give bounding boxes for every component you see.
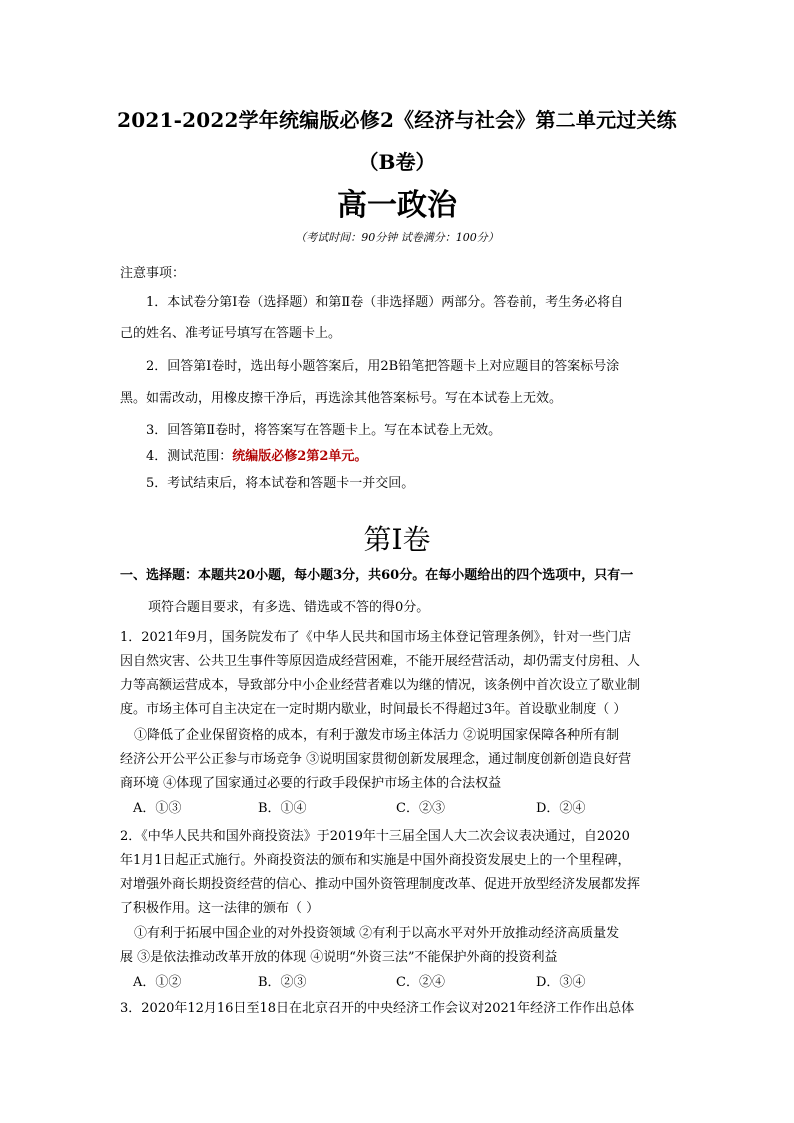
question-2-choice-b: B．②③ [258, 975, 307, 990]
note-4 [146, 445, 367, 464]
question-2-stem-line-1: 2．《中华人民共和国外商投资法》于2019年十三届全国人大二次会议表决通过，自2020 [120, 829, 630, 844]
question-1-statements-line-3: 商环境 ④体现了国家通过必要的行政手段保护市场主体的合法权益 [120, 776, 502, 791]
question-2-stem-line-2: 年1月1日起正式施行。外商投资法的颁布和实施是中国外商投资发展史上的一个里程碑， [120, 853, 631, 868]
question-1-stem-line-1: 1．2021年9月，国务院发布了《中华人民共和国市场主体登记管理条例》，针对一些门店 [120, 630, 632, 645]
question-2-statements-line-2: 展 ③是依法推动改革开放的体现 ④说明“外资三法”不能保护外商的投资利益 [120, 950, 558, 965]
note-1-line-1: 1．本试卷分第Ⅰ卷（选择题）和第Ⅱ卷（非选择题）两部分。答卷前，考生务必将自 [146, 295, 624, 310]
question-1-stem-line-3: 力等高额运营成本，导致部分中小企业经营者难以为继的情况，该条例中首次设立了歇业制 [120, 678, 641, 693]
notes-heading: 注意事项： [120, 266, 186, 281]
question-2-choice-c: C．②④ [396, 975, 445, 990]
note-5: 5．考试结束后，将本试卷和答题卡一并交回。 [146, 476, 415, 491]
note-1-line-2: 己的姓名、准考证号填写在答题卡上。 [120, 326, 342, 341]
part-title: 第Ⅰ卷 [363, 523, 431, 556]
question-2-choice-d: D．③④ [536, 975, 586, 990]
question-2-stem-line-4: 了积极作用。这一法律的颁布（ ） [120, 901, 320, 916]
section-instructions-line-1: 一、选择题：本题共20小题，每小题3分，共60分。在每小题给出的四个选项中，只有一 [120, 568, 634, 583]
question-1-choice-d: D．②④ [536, 801, 586, 816]
question-1-choice-b: B．①④ [258, 801, 307, 816]
question-1-stem-line-2: 因自然灾害、公共卫生事件等原因造成经营困难，不能开展经营活动，却仍需支付房租、人 [120, 654, 641, 669]
question-1-choice-c: C．②③ [396, 801, 445, 816]
question-2-choice-a: A．①② [133, 975, 182, 990]
subject-title: 高一政治 [337, 188, 457, 223]
question-1-statements-line-1: ①降低了企业保留资格的成本，有利于激发市场主体活力 ②说明国家保障各种所有制 [134, 728, 620, 743]
exam-title: 2021-2022学年统编版必修2《经济与社会》第二单元过关练 [117, 108, 677, 132]
exam-time-score: （考试时间：90分钟 试卷满分：100分） [295, 231, 499, 244]
section-instructions-line-2: 项符合题目要求，有多选、错选或不答的得0分。 [148, 600, 430, 615]
note-2-line-1: 2．回答第Ⅰ卷时，选出每小题答案后，用2B铅笔把答题卡上对应题目的答案标号涂 [146, 359, 620, 374]
test-scope: 统编版必修2第2单元。 [232, 449, 368, 464]
note-2-line-2: 黑。如需改动，用橡皮擦干净后，再选涂其他答案标号。写在本试卷上无效。 [120, 391, 563, 406]
question-1-choice-a: A．①③ [133, 801, 182, 816]
question-1-statements-line-2: 经济公开公平公正参与市场竞争 ③说明国家贯彻创新发展理念，通过制度创新创造良好营 [120, 752, 632, 767]
question-2-stem-line-3: 对增强外商长期投资经营的信心、推动中国外资管理制度改革、促进开放型经济发展都发挥 [120, 877, 641, 892]
question-3-stem-line-1: 3．2020年12月16日至18日在北京召开的中央经济工作会议对2021年经济工作作出总体 [120, 1001, 635, 1016]
question-2-statements-line-1: ①有利于拓展中国企业的对外投资领域 ②有利于以高水平对外开放推动经济高质量发 [134, 926, 620, 941]
note-4-label: 4．测试范围： [146, 449, 233, 464]
question-1-stem-line-4: 度。市场主体可自主决定在一定时期内歇业，时间最长不得超过3年。首设歇业制度（ ） [120, 702, 627, 717]
note-3: 3．回答第Ⅱ卷时，将答案写在答题卡上。写在本试卷上无效。 [146, 423, 502, 438]
exam-title-volume: （B卷） [358, 150, 436, 174]
